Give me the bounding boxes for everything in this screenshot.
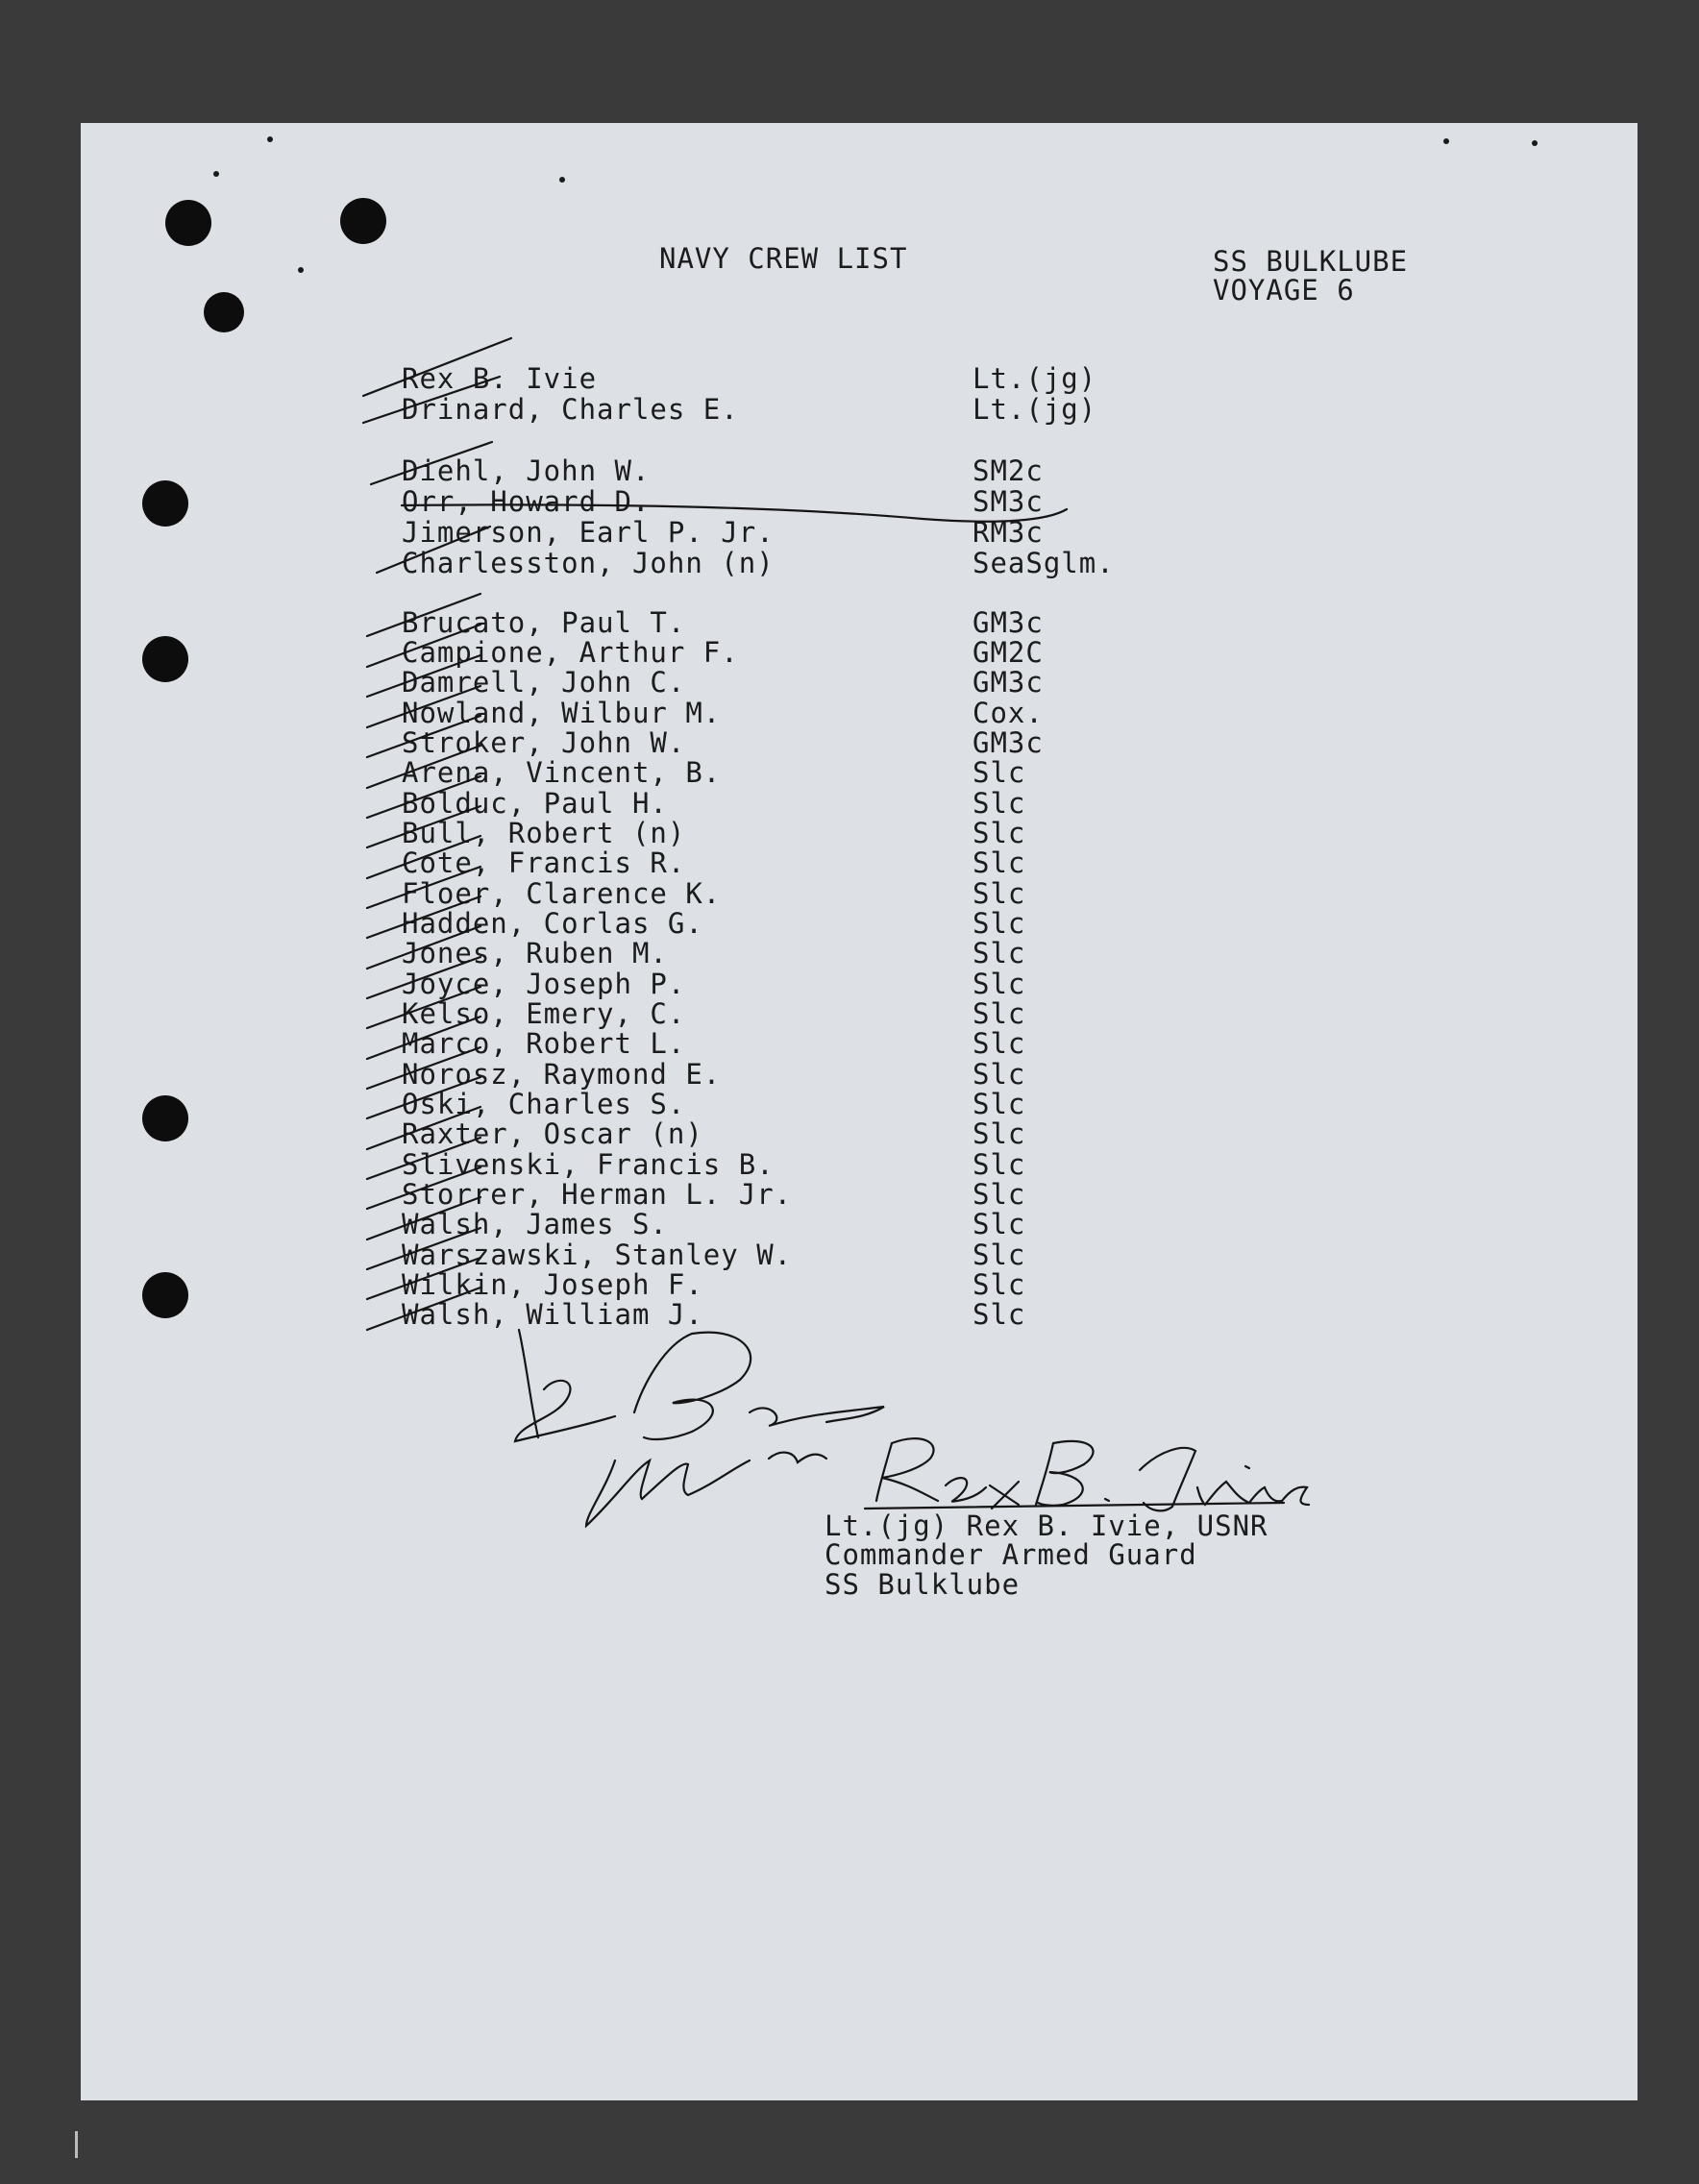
crew-name: Jimerson, Earl P. Jr. [402, 516, 775, 549]
list-item [0, 607, 1699, 638]
crew-rank: Slc [973, 1208, 1026, 1240]
page-title: NAVY CREW LIST [659, 242, 908, 275]
crew-name: Orr, Howard D. [402, 485, 651, 518]
list-item [0, 908, 1699, 939]
crew-name: Bull, Robert (n) [402, 817, 686, 849]
crew-rank: Slc [973, 1268, 1026, 1301]
crew-name: Wilkin, Joseph F. [402, 1268, 703, 1301]
crew-rank: SeaSglm. [973, 547, 1115, 579]
list-item [0, 1089, 1699, 1119]
crew-rank: GM2C [973, 636, 1044, 669]
crew-rank: GM3c [973, 666, 1044, 699]
crew-rank: Slc [973, 787, 1026, 820]
edge-mark [75, 2131, 78, 2158]
crew-rank: Slc [973, 1117, 1026, 1150]
list-item [0, 1028, 1699, 1059]
list-item [0, 363, 1699, 394]
list-item [0, 847, 1699, 878]
crew-rank: GM3c [973, 606, 1044, 639]
crew-rank: Slc [973, 1027, 1026, 1060]
speck [267, 136, 273, 142]
crew-rank: Slc [973, 1239, 1026, 1271]
crew-rank: GM3c [973, 726, 1044, 759]
crew-name: Arena, Vincent, B. [402, 756, 722, 789]
list-item [0, 517, 1699, 548]
crew-name: Cote, Francis R. [402, 847, 686, 879]
speck [559, 177, 565, 183]
crew-rank: Slc [973, 1058, 1026, 1091]
list-item [0, 486, 1699, 517]
crew-rank: Slc [973, 1088, 1026, 1120]
punch-hole [204, 292, 244, 332]
punch-hole [340, 198, 386, 244]
crew-rank: Slc [973, 817, 1026, 849]
crew-rank: Slc [973, 877, 1026, 910]
crew-name: Marco, Robert L. [402, 1027, 686, 1060]
crew-rank: SM2c [973, 454, 1044, 487]
crew-name: Norosz, Raymond E. [402, 1058, 722, 1091]
list-item [0, 1179, 1699, 1210]
speck [213, 171, 219, 177]
crew-rank: Slc [973, 756, 1026, 789]
crew-name: Joyce, Joseph P. [402, 968, 686, 1000]
list-item [0, 455, 1699, 486]
list-item [0, 878, 1699, 909]
crew-rank: Slc [973, 968, 1026, 1000]
list-item [0, 394, 1699, 425]
crew-rank: RM3c [973, 516, 1044, 549]
crew-rank: Slc [973, 997, 1026, 1030]
crew-name: Bolduc, Paul H. [402, 787, 668, 820]
crew-rank: Slc [973, 1148, 1026, 1181]
list-item [0, 938, 1699, 969]
crew-name: Storrer, Herman L. Jr. [402, 1178, 793, 1211]
crew-name: Walsh, William J. [402, 1298, 703, 1331]
list-item [0, 1149, 1699, 1180]
list-item [0, 818, 1699, 848]
crew-rank: Cox. [973, 697, 1044, 729]
signature-title-line: Commander Armed Guard [825, 1538, 1197, 1571]
crew-rank: Slc [973, 937, 1026, 969]
crew-name: Floer, Clarence K. [402, 877, 722, 910]
crew-name: Jones, Ruben M. [402, 937, 668, 969]
signature-name-line: Lt.(jg) Rex B. Ivie, USNR [825, 1509, 1268, 1542]
list-item [0, 548, 1699, 578]
speck [1443, 138, 1449, 144]
list-item [0, 1209, 1699, 1239]
ship-name: SS BULKLUBE [1213, 245, 1409, 278]
crew-name: Hadden, Corlas G. [402, 907, 703, 940]
list-item [0, 1059, 1699, 1090]
list-item [0, 637, 1699, 668]
crew-name: Kelso, Emery, C. [402, 997, 686, 1030]
crew-name: Nowland, Wilbur M. [402, 697, 722, 729]
crew-name: Rex B. Ivie [402, 362, 598, 395]
crew-name: Drinard, Charles E. [402, 393, 739, 426]
crew-name: Slivenski, Francis B. [402, 1148, 775, 1181]
list-item [0, 969, 1699, 999]
list-item [0, 1239, 1699, 1270]
crew-name: Charlesston, John (n) [402, 547, 775, 579]
crew-name: Damrell, John C. [402, 666, 686, 699]
list-item [0, 757, 1699, 788]
speck [298, 267, 304, 273]
crew-rank: Lt.(jg) [973, 362, 1097, 395]
crew-name: Stroker, John W. [402, 726, 686, 759]
crew-name: Oski, Charles S. [402, 1088, 686, 1120]
list-item [0, 667, 1699, 698]
crew-name: Campione, Arthur F. [402, 636, 739, 669]
crew-rank: Slc [973, 907, 1026, 940]
crew-rank: Slc [973, 847, 1026, 879]
list-item [0, 1299, 1699, 1330]
voyage-number: VOYAGE 6 [1213, 274, 1355, 307]
list-item [0, 698, 1699, 728]
signature-ship-line: SS Bulklube [825, 1568, 1021, 1601]
crew-name: Brucato, Paul T. [402, 606, 686, 639]
list-item [0, 998, 1699, 1029]
list-item [0, 788, 1699, 819]
crew-name: Walsh, James S. [402, 1208, 668, 1240]
speck [1532, 140, 1538, 146]
crew-rank: Slc [973, 1298, 1026, 1331]
crew-name: Diehl, John W. [402, 454, 651, 487]
list-item [0, 1118, 1699, 1149]
punch-hole [165, 200, 211, 246]
list-item [0, 1269, 1699, 1300]
crew-rank: Lt.(jg) [973, 393, 1097, 426]
list-item [0, 727, 1699, 758]
crew-rank: SM3c [973, 485, 1044, 518]
crew-name: Raxter, Oscar (n) [402, 1117, 703, 1150]
crew-name: Warszawski, Stanley W. [402, 1239, 793, 1271]
crew-rank: Slc [973, 1178, 1026, 1211]
